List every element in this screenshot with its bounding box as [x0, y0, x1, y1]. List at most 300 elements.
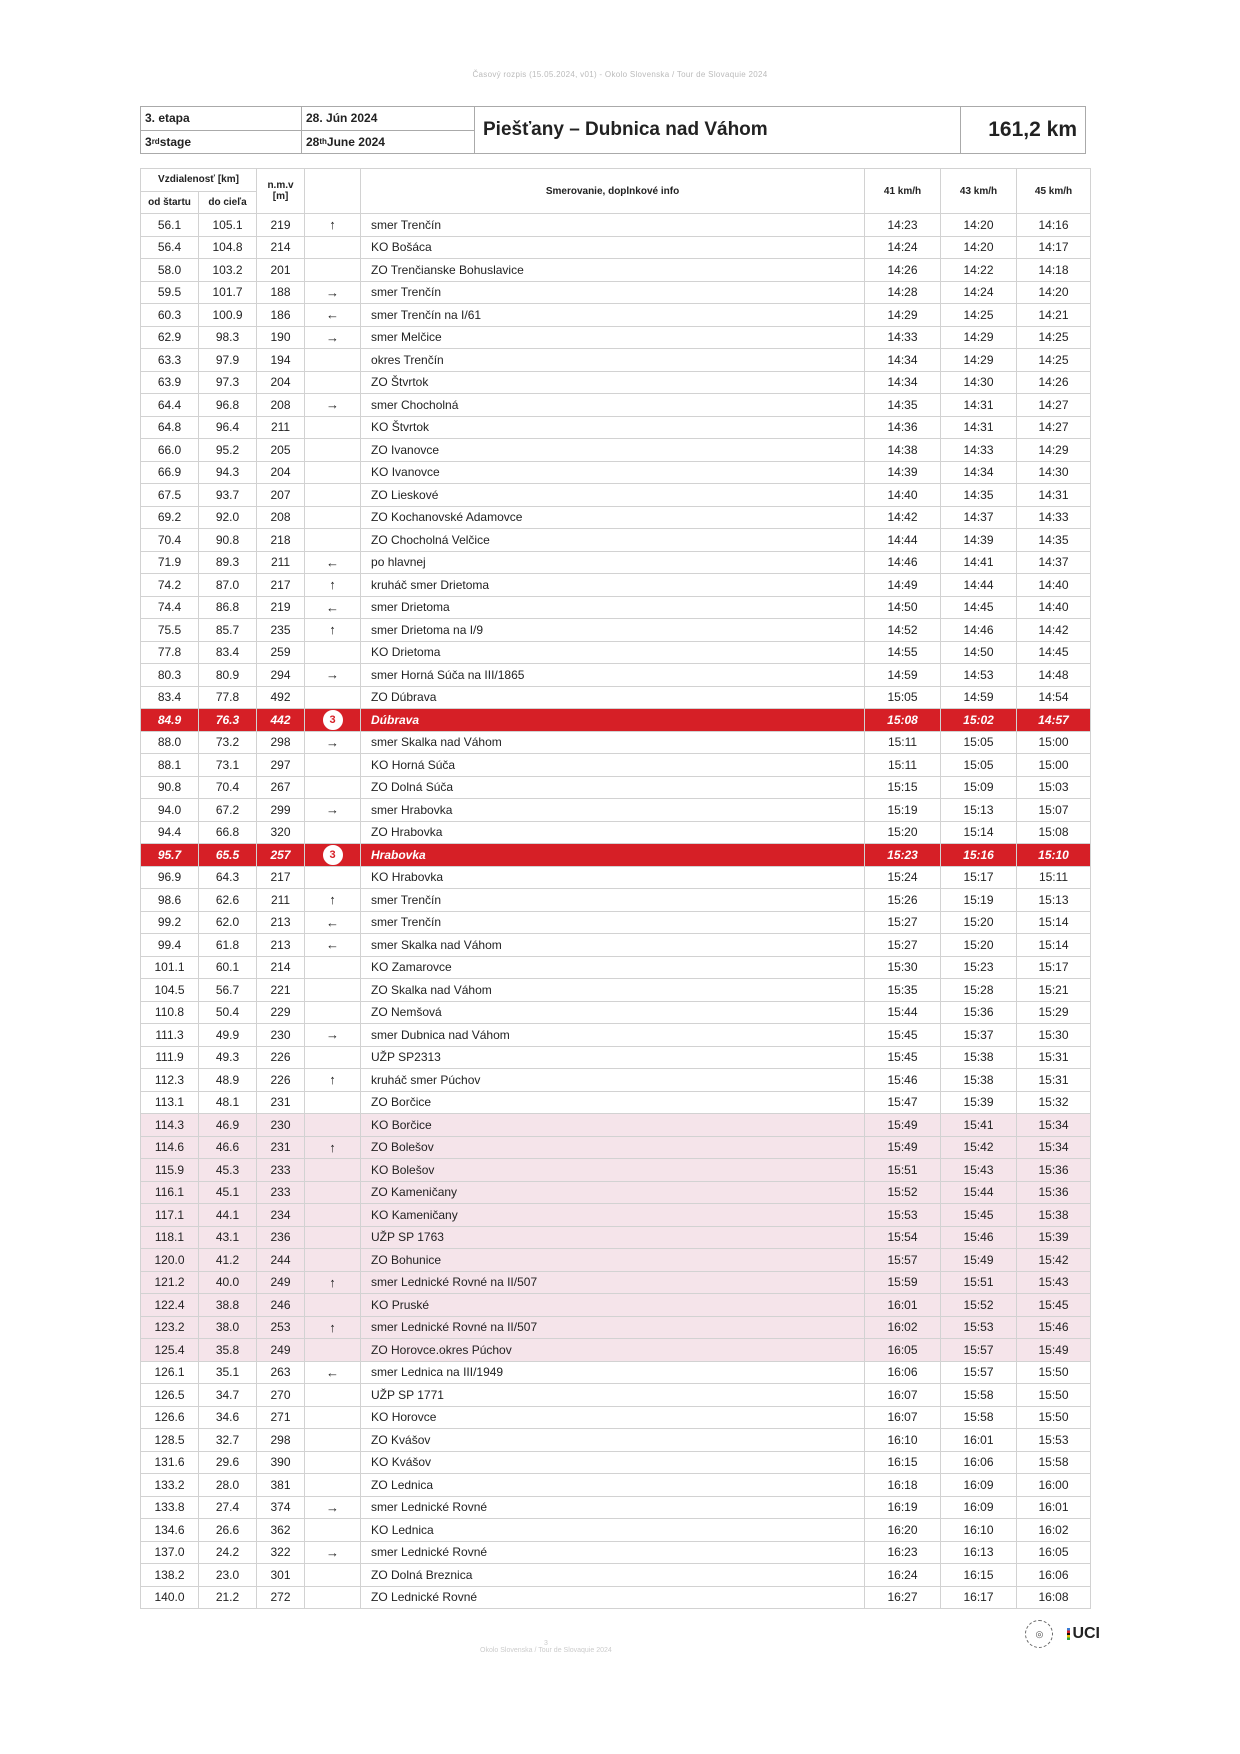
- time-43-cell: 16:13: [941, 1541, 1017, 1564]
- direction-cell: [305, 1204, 361, 1227]
- time-41-cell: 16:05: [865, 1339, 941, 1362]
- from-start-cell: 80.3: [141, 664, 199, 687]
- info-cell: smer Lednica na III/1949: [361, 1361, 865, 1384]
- time-45-cell: 14:33: [1017, 506, 1091, 529]
- time-43-cell: 15:02: [941, 709, 1017, 732]
- altitude-cell: 362: [257, 1519, 305, 1542]
- from-start-cell: 66.9: [141, 461, 199, 484]
- altitude-cell: 226: [257, 1069, 305, 1092]
- to-finish-cell: 73.2: [199, 731, 257, 754]
- to-finish-cell: 41.2: [199, 1249, 257, 1272]
- info-cell: ZO Nemšová: [361, 1001, 865, 1024]
- time-45-cell: 16:00: [1017, 1474, 1091, 1497]
- from-start-cell: 88.0: [141, 731, 199, 754]
- time-45-cell: 15:43: [1017, 1271, 1091, 1294]
- altitude-cell: 217: [257, 574, 305, 597]
- stage-number: 3: [145, 134, 152, 149]
- table-row: [141, 394, 1091, 417]
- time-41-cell: 15:20: [865, 821, 941, 844]
- direction-cell: [305, 1046, 361, 1069]
- time-43-cell: 15:38: [941, 1046, 1017, 1069]
- to-finish-cell: 96.8: [199, 394, 257, 417]
- table-row: [141, 1069, 1091, 1092]
- time-41-cell: 15:35: [865, 979, 941, 1002]
- info-cell: ZO Lednica: [361, 1474, 865, 1497]
- info-cell: ZO Lieskové: [361, 484, 865, 507]
- time-43-cell: 15:45: [941, 1204, 1017, 1227]
- altitude-cell: 297: [257, 754, 305, 777]
- info-cell: po hlavnej: [361, 551, 865, 574]
- time-41-cell: 16:18: [865, 1474, 941, 1497]
- time-43-cell: 14:24: [941, 281, 1017, 304]
- time-43-cell: 14:50: [941, 641, 1017, 664]
- date-day: 28: [306, 134, 320, 149]
- time-45-cell: 15:50: [1017, 1361, 1091, 1384]
- time-43-cell: 15:41: [941, 1114, 1017, 1137]
- altitude-cell: 231: [257, 1091, 305, 1114]
- from-start-cell: 59.5: [141, 281, 199, 304]
- info-cell: ZO Kvášov: [361, 1429, 865, 1452]
- time-41-cell: 14:35: [865, 394, 941, 417]
- table-row: [141, 1474, 1091, 1497]
- time-41-cell: 15:27: [865, 911, 941, 934]
- time-41-cell: 14:52: [865, 619, 941, 642]
- to-finish-cell: 46.6: [199, 1136, 257, 1159]
- direction-cell: [305, 1294, 361, 1317]
- from-start-cell: 120.0: [141, 1249, 199, 1272]
- time-41-cell: 14:34: [865, 349, 941, 372]
- time-41-cell: 15:44: [865, 1001, 941, 1024]
- direction-cell: [305, 686, 361, 709]
- time-43-cell: 15:09: [941, 776, 1017, 799]
- altitude-cell: 257: [257, 844, 305, 867]
- race-emblem-icon: ◎: [1025, 1620, 1053, 1648]
- table-row: [141, 1451, 1091, 1474]
- from-start-cell: 137.0: [141, 1541, 199, 1564]
- altitude-cell: 253: [257, 1316, 305, 1339]
- time-45-cell: 16:05: [1017, 1541, 1091, 1564]
- table-row: [141, 1406, 1091, 1429]
- time-41-cell: 16:15: [865, 1451, 941, 1474]
- stage-suffix: rd: [151, 137, 160, 147]
- speed-45-header: 45 km/h: [1017, 169, 1091, 214]
- altitude-cell: 381: [257, 1474, 305, 1497]
- to-finish-cell: 73.1: [199, 754, 257, 777]
- arrow-up-icon: ↑: [305, 889, 361, 912]
- to-finish-cell: 49.3: [199, 1046, 257, 1069]
- from-start-cell: 99.2: [141, 911, 199, 934]
- to-finish-cell: 90.8: [199, 529, 257, 552]
- time-45-cell: 15:31: [1017, 1069, 1091, 1092]
- altitude-cell: 207: [257, 484, 305, 507]
- info-cell: smer Dubnica nad Váhom: [361, 1024, 865, 1047]
- table-row: [141, 911, 1091, 934]
- info-cell: KO Bolešov: [361, 1159, 865, 1182]
- time-45-cell: 16:08: [1017, 1586, 1091, 1609]
- altitude-cell: 214: [257, 236, 305, 259]
- info-cell: ZO Lednické Rovné: [361, 1586, 865, 1609]
- altitude-cell: 233: [257, 1181, 305, 1204]
- stage-label-en: [141, 131, 301, 154]
- info-cell: KO Ivanovce: [361, 461, 865, 484]
- to-finish-cell: 85.7: [199, 619, 257, 642]
- altitude-cell: 299: [257, 799, 305, 822]
- to-finish-cell: 101.7: [199, 281, 257, 304]
- from-start-cell: 133.2: [141, 1474, 199, 1497]
- altitude-header: n.m.v [m]: [257, 169, 305, 214]
- time-43-cell: 16:06: [941, 1451, 1017, 1474]
- to-finish-cell: 35.1: [199, 1361, 257, 1384]
- from-start-cell: 69.2: [141, 506, 199, 529]
- time-41-cell: 14:46: [865, 551, 941, 574]
- from-start-cell: 74.2: [141, 574, 199, 597]
- arrow-left-icon: ←: [305, 1361, 361, 1384]
- time-45-cell: 14:37: [1017, 551, 1091, 574]
- from-start-cell: 111.3: [141, 1024, 199, 1047]
- time-41-cell: 14:40: [865, 484, 941, 507]
- altitude-cell: 231: [257, 1136, 305, 1159]
- altitude-cell: 374: [257, 1496, 305, 1519]
- table-row: [141, 596, 1091, 619]
- direction-cell: [305, 1091, 361, 1114]
- info-cell: smer Lednické Rovné na II/507: [361, 1271, 865, 1294]
- from-start-cell: 63.3: [141, 349, 199, 372]
- from-start-cell: 66.0: [141, 439, 199, 462]
- info-cell: ZO Dúbrava: [361, 686, 865, 709]
- table-row: [141, 1001, 1091, 1024]
- to-finish-cell: 45.1: [199, 1181, 257, 1204]
- altitude-cell: 492: [257, 686, 305, 709]
- info-cell: ZO Dolná Súča: [361, 776, 865, 799]
- arrow-right-icon: →: [305, 731, 361, 754]
- to-finish-cell: 24.2: [199, 1541, 257, 1564]
- info-cell: smer Trenčín: [361, 889, 865, 912]
- table-row: [141, 1294, 1091, 1317]
- uci-logo-text: UCI: [1072, 1625, 1100, 1642]
- from-start-cell: 126.5: [141, 1384, 199, 1407]
- table-row: [141, 1024, 1091, 1047]
- direction-cell: [305, 439, 361, 462]
- to-finish-cell: 97.9: [199, 349, 257, 372]
- time-41-cell: 14:24: [865, 236, 941, 259]
- arrow-up-icon: ↑: [305, 574, 361, 597]
- to-finish-cell: 44.1: [199, 1204, 257, 1227]
- info-cell: ZO Bohunice: [361, 1249, 865, 1272]
- uci-stripe-icon: [1067, 1628, 1070, 1640]
- from-start-cell: 98.6: [141, 889, 199, 912]
- date-rest: June 2024: [326, 134, 385, 149]
- time-41-cell: 15:49: [865, 1136, 941, 1159]
- to-finish-cell: 103.2: [199, 259, 257, 282]
- time-43-cell: 14:45: [941, 596, 1017, 619]
- to-finish-cell: 38.8: [199, 1294, 257, 1317]
- direction-cell: [305, 956, 361, 979]
- time-43-cell: 16:01: [941, 1429, 1017, 1452]
- time-45-cell: 15:49: [1017, 1339, 1091, 1362]
- altitude-cell: 294: [257, 664, 305, 687]
- info-cell: Hrabovka: [361, 844, 865, 867]
- to-finish-cell: 23.0: [199, 1564, 257, 1587]
- table-row: [141, 1429, 1091, 1452]
- to-finish-cell: 34.6: [199, 1406, 257, 1429]
- info-cell: UŽP SP2313: [361, 1046, 865, 1069]
- altitude-cell: 267: [257, 776, 305, 799]
- from-start-cell: 95.7: [141, 844, 199, 867]
- time-43-cell: 14:20: [941, 236, 1017, 259]
- from-start-cell: 96.9: [141, 866, 199, 889]
- info-cell: KO Bošáca: [361, 236, 865, 259]
- time-45-cell: 15:08: [1017, 821, 1091, 844]
- time-45-cell: 15:45: [1017, 1294, 1091, 1317]
- altitude-cell: 217: [257, 866, 305, 889]
- info-cell: ZO Kameničany: [361, 1181, 865, 1204]
- time-45-cell: 16:01: [1017, 1496, 1091, 1519]
- to-finish-cell: 83.4: [199, 641, 257, 664]
- arrow-right-icon: →: [305, 799, 361, 822]
- info-cell: smer Lednické Rovné: [361, 1496, 865, 1519]
- time-43-cell: 15:57: [941, 1339, 1017, 1362]
- time-43-cell: 15:14: [941, 821, 1017, 844]
- from-start-cell: 118.1: [141, 1226, 199, 1249]
- table-row: [141, 1586, 1091, 1609]
- to-finish-cell: 46.9: [199, 1114, 257, 1137]
- time-41-cell: 15:30: [865, 956, 941, 979]
- time-45-cell: 15:13: [1017, 889, 1091, 912]
- time-45-cell: 15:17: [1017, 956, 1091, 979]
- altitude-cell: 201: [257, 259, 305, 282]
- time-41-cell: 14:59: [865, 664, 941, 687]
- direction-cell: [305, 259, 361, 282]
- time-45-cell: 15:21: [1017, 979, 1091, 1002]
- time-45-cell: 14:21: [1017, 304, 1091, 327]
- altitude-cell: 204: [257, 371, 305, 394]
- time-41-cell: 15:05: [865, 686, 941, 709]
- to-finish-cell: 48.9: [199, 1069, 257, 1092]
- footer-logos: [1025, 1620, 1100, 1648]
- to-finish-cell: 86.8: [199, 596, 257, 619]
- direction-cell: [305, 1001, 361, 1024]
- info-cell: smer Trenčín: [361, 281, 865, 304]
- info-cell: ZO Kochanovské Adamovce: [361, 506, 865, 529]
- altitude-cell: 188: [257, 281, 305, 304]
- from-start-cell: 63.9: [141, 371, 199, 394]
- table-row: [141, 866, 1091, 889]
- time-41-cell: 15:08: [865, 709, 941, 732]
- from-start-cell: 67.5: [141, 484, 199, 507]
- time-45-cell: 15:00: [1017, 754, 1091, 777]
- info-cell: smer Trenčín: [361, 214, 865, 237]
- time-45-cell: 14:40: [1017, 574, 1091, 597]
- time-43-cell: 15:13: [941, 799, 1017, 822]
- from-start-cell: 128.5: [141, 1429, 199, 1452]
- time-43-cell: 14:41: [941, 551, 1017, 574]
- document-header-note: Časový rozpis (15.05.2024, v01) - Okolo Slovenska / Tour de Slovaquie 2024: [472, 70, 768, 79]
- info-cell: ZO Horovce.okres Púchov: [361, 1339, 865, 1362]
- time-45-cell: 14:30: [1017, 461, 1091, 484]
- time-41-cell: 14:28: [865, 281, 941, 304]
- from-start-cell: 122.4: [141, 1294, 199, 1317]
- from-start-cell: 64.4: [141, 394, 199, 417]
- info-cell: KO Kameničany: [361, 1204, 865, 1227]
- arrow-left-icon: ←: [305, 551, 361, 574]
- info-cell: ZO Bolešov: [361, 1136, 865, 1159]
- direction-cell: [305, 821, 361, 844]
- time-43-cell: 14:35: [941, 484, 1017, 507]
- arrow-right-icon: →: [305, 326, 361, 349]
- from-start-cell: 121.2: [141, 1271, 199, 1294]
- from-start-cell: 56.4: [141, 236, 199, 259]
- altitude-cell: 218: [257, 529, 305, 552]
- time-41-cell: 14:36: [865, 416, 941, 439]
- time-41-cell: 15:59: [865, 1271, 941, 1294]
- direction-cell: [305, 236, 361, 259]
- altitude-cell: 190: [257, 326, 305, 349]
- time-41-cell: 16:19: [865, 1496, 941, 1519]
- info-cell: ZO Ivanovce: [361, 439, 865, 462]
- from-start-cell: 114.3: [141, 1114, 199, 1137]
- time-43-cell: 15:20: [941, 934, 1017, 957]
- altitude-cell: 244: [257, 1249, 305, 1272]
- time-43-cell: 14:22: [941, 259, 1017, 282]
- time-41-cell: 16:02: [865, 1316, 941, 1339]
- from-start-cell: 104.5: [141, 979, 199, 1002]
- info-cell: smer Drietoma na I/9: [361, 619, 865, 642]
- time-43-cell: 14:44: [941, 574, 1017, 597]
- info-cell: smer Skalka nad Váhom: [361, 731, 865, 754]
- speed-43-header: 43 km/h: [941, 169, 1017, 214]
- time-41-cell: 15:23: [865, 844, 941, 867]
- to-finish-cell: 48.1: [199, 1091, 257, 1114]
- time-45-cell: 15:34: [1017, 1114, 1091, 1137]
- to-finish-cell: 60.1: [199, 956, 257, 979]
- climb-row: [141, 709, 1091, 732]
- to-finish-cell: 95.2: [199, 439, 257, 462]
- arrow-up-icon: ↑: [305, 1316, 361, 1339]
- time-45-cell: 14:18: [1017, 259, 1091, 282]
- time-45-cell: 15:46: [1017, 1316, 1091, 1339]
- altitude-cell: 211: [257, 416, 305, 439]
- to-finish-cell: 94.3: [199, 461, 257, 484]
- info-cell: ZO Hrabovka: [361, 821, 865, 844]
- info-cell: ZO Trenčianske Bohuslavice: [361, 259, 865, 282]
- stage-label-sk: 3. etapa: [141, 107, 301, 131]
- time-45-cell: 15:58: [1017, 1451, 1091, 1474]
- time-41-cell: 14:29: [865, 304, 941, 327]
- table-row: [141, 1136, 1091, 1159]
- to-finish-cell: 100.9: [199, 304, 257, 327]
- altitude-cell: 211: [257, 889, 305, 912]
- time-45-cell: 16:06: [1017, 1564, 1091, 1587]
- date-sk: 28. Jún 2024: [302, 107, 474, 131]
- direction-cell: [305, 1519, 361, 1542]
- time-45-cell: 14:31: [1017, 484, 1091, 507]
- to-finish-cell: 97.3: [199, 371, 257, 394]
- table-row: [141, 754, 1091, 777]
- from-start-cell: 113.1: [141, 1091, 199, 1114]
- from-start-cell: 133.8: [141, 1496, 199, 1519]
- time-43-cell: 15:58: [941, 1384, 1017, 1407]
- table-row: [141, 259, 1091, 282]
- info-header: Smerovanie, doplnkové info: [361, 169, 865, 214]
- time-41-cell: 15:53: [865, 1204, 941, 1227]
- arrow-left-icon: ←: [305, 911, 361, 934]
- time-45-cell: 15:42: [1017, 1249, 1091, 1272]
- to-finish-cell: 64.3: [199, 866, 257, 889]
- time-45-cell: 14:26: [1017, 371, 1091, 394]
- info-cell: ZO Dolná Breznica: [361, 1564, 865, 1587]
- from-start-cell: 117.1: [141, 1204, 199, 1227]
- time-41-cell: 14:44: [865, 529, 941, 552]
- timetable: [140, 168, 1091, 1609]
- time-45-cell: 15:31: [1017, 1046, 1091, 1069]
- time-41-cell: 16:10: [865, 1429, 941, 1452]
- time-43-cell: 15:53: [941, 1316, 1017, 1339]
- direction-cell: [305, 1429, 361, 1452]
- from-start-cell: 58.0: [141, 259, 199, 282]
- from-start-cell: 70.4: [141, 529, 199, 552]
- direction-cell: [305, 866, 361, 889]
- direction-cell: [305, 461, 361, 484]
- table-row: [141, 1361, 1091, 1384]
- direction-cell: [305, 1586, 361, 1609]
- time-43-cell: 14:46: [941, 619, 1017, 642]
- arrow-left-icon: ←: [305, 934, 361, 957]
- info-cell: smer Trenčín: [361, 911, 865, 934]
- speed-41-header: 41 km/h: [865, 169, 941, 214]
- time-43-cell: 14:29: [941, 326, 1017, 349]
- info-cell: Dúbrava: [361, 709, 865, 732]
- altitude-cell: 204: [257, 461, 305, 484]
- time-45-cell: 14:25: [1017, 349, 1091, 372]
- from-start-cell: 56.1: [141, 214, 199, 237]
- info-cell: okres Trenčín: [361, 349, 865, 372]
- table-row: [141, 889, 1091, 912]
- direction-cell: [305, 776, 361, 799]
- info-cell: KO Zamarovce: [361, 956, 865, 979]
- to-finish-cell: 66.8: [199, 821, 257, 844]
- page-number: 3: [543, 1640, 548, 1647]
- direction-cell: [305, 754, 361, 777]
- altitude-cell: 263: [257, 1361, 305, 1384]
- time-41-cell: 15:52: [865, 1181, 941, 1204]
- time-45-cell: 14:17: [1017, 236, 1091, 259]
- table-row: [141, 1564, 1091, 1587]
- table-row: [141, 1519, 1091, 1542]
- to-finish-cell: 80.9: [199, 664, 257, 687]
- table-row: [141, 731, 1091, 754]
- time-41-cell: 15:54: [865, 1226, 941, 1249]
- time-43-cell: 15:05: [941, 731, 1017, 754]
- direction-cell: [305, 1564, 361, 1587]
- time-41-cell: 16:01: [865, 1294, 941, 1317]
- info-cell: KO Kvášov: [361, 1451, 865, 1474]
- to-finish-cell: 98.3: [199, 326, 257, 349]
- arrow-right-icon: →: [305, 664, 361, 687]
- altitude-cell: 194: [257, 349, 305, 372]
- footer-note: [480, 1640, 612, 1654]
- table-row: [141, 506, 1091, 529]
- direction-cell: [305, 844, 361, 867]
- info-cell: ZO Borčice: [361, 1091, 865, 1114]
- from-start-cell: 125.4: [141, 1339, 199, 1362]
- table-row: [141, 776, 1091, 799]
- altitude-cell: 272: [257, 1586, 305, 1609]
- time-45-cell: 15:32: [1017, 1091, 1091, 1114]
- direction-cell: [305, 1249, 361, 1272]
- to-finish-cell: 40.0: [199, 1271, 257, 1294]
- time-43-cell: 15:43: [941, 1159, 1017, 1182]
- time-41-cell: 16:23: [865, 1541, 941, 1564]
